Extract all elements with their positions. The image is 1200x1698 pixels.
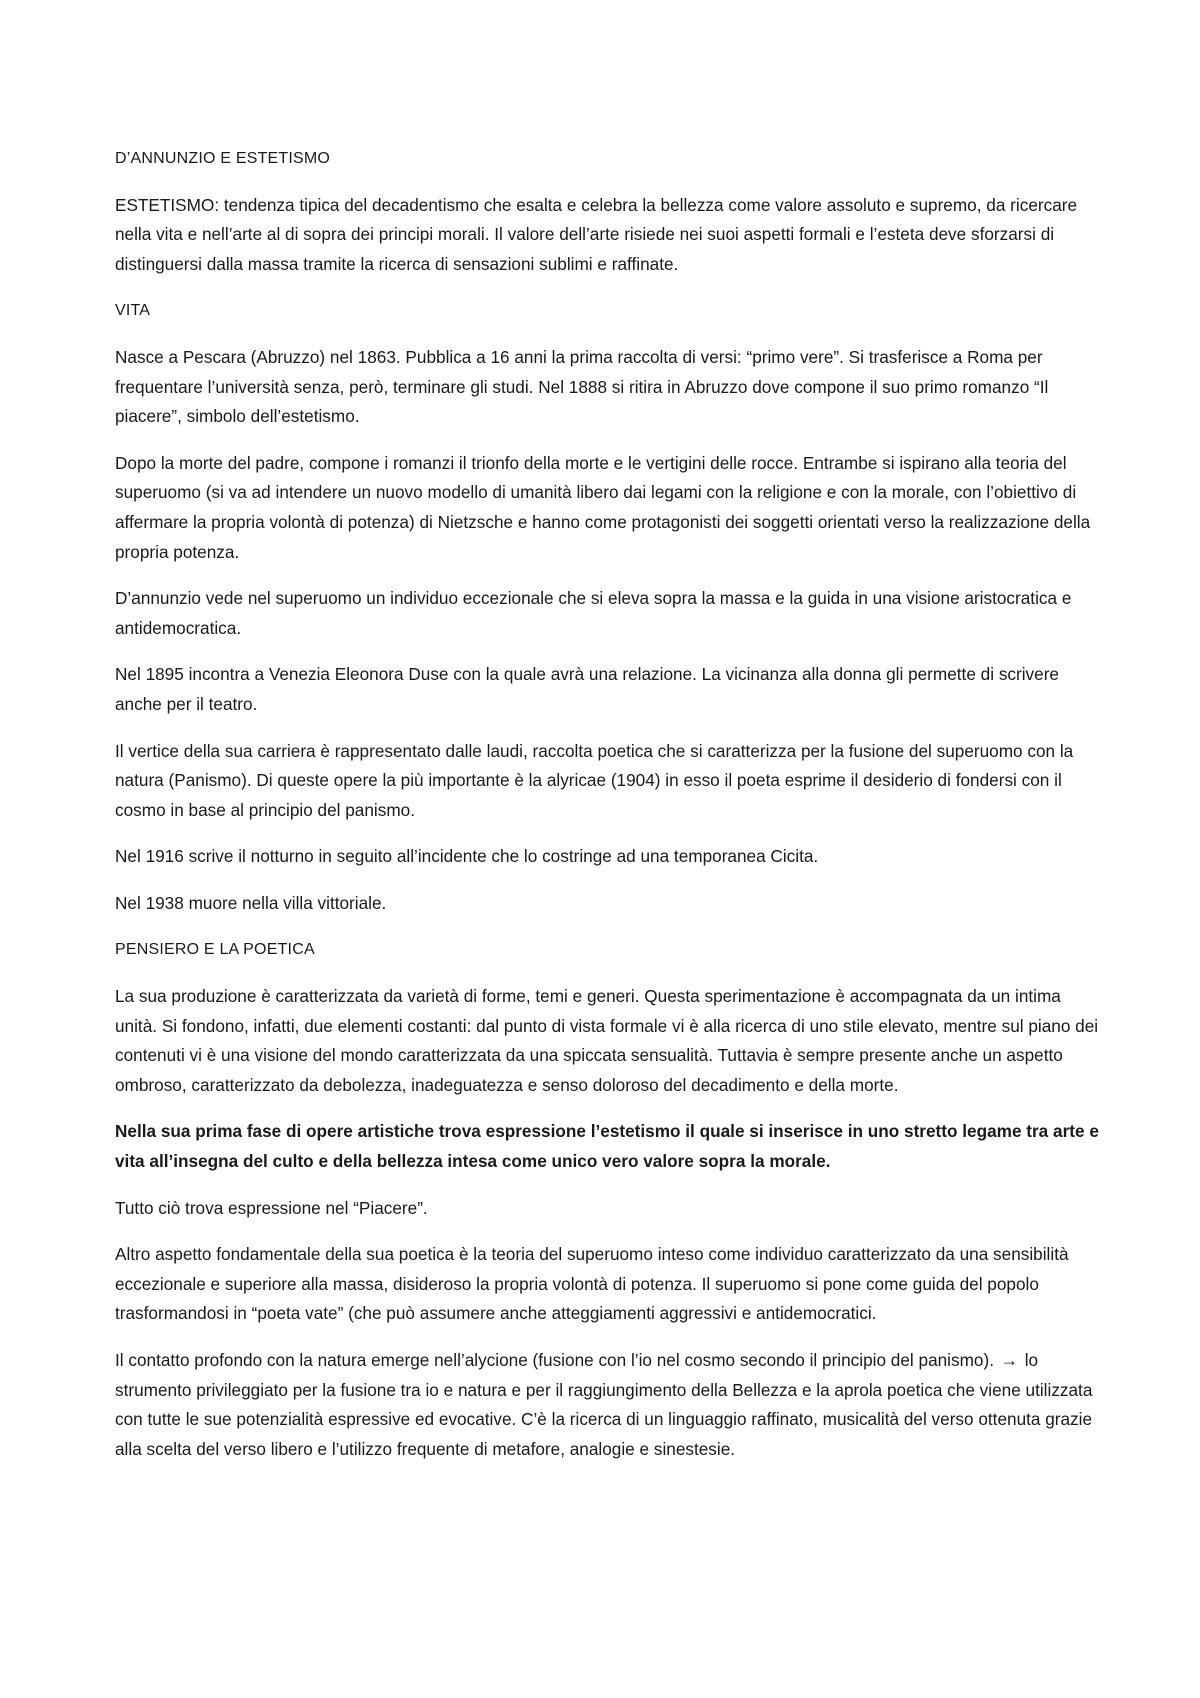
section-heading-pensiero: PENSIERO E LA POETICA bbox=[115, 941, 315, 959]
vita-paragraph-6: Nel 1916 scrive il notturno in seguito all’incidente che lo costringe ad una temporanea Cicita. bbox=[115, 846, 819, 867]
vita-paragraph-2: Dopo la morte del padre, compone i romanzi il trionfo della morte e le vertigini delle rocce. Entrambe si ispirano alla teoria del superuomo (si va ad intendere un nuovo modello di umanità libero dai legami con la religione e con la morale, con l’obiettivo di affermare la propria volontà di potenza) di Nietzsche e hanno come protagonisti dei soggetti orientati verso la realizzazione della propria potenza. bbox=[115, 452, 1091, 562]
vita-paragraph-7: Nel 1938 muore nella villa vittoriale. bbox=[115, 892, 387, 913]
right-arrow-icon: → bbox=[1000, 1350, 1018, 1370]
pensiero-paragraph-1: La sua produzione è caratterizzata da varietà di forme, temi e generi. Questa sperimentazione è accompagnata da un intima unità. Si fondono, infatti, due elementi costanti: dal punto di vista formale vi è alla ricerca di uno stile elevato, mentre sul piano dei contenuti vi è una visione del mondo caratterizzata da una spiccata sensualità. Tuttavia è sempre presente anche un aspetto ombroso, caratterizzato da debolezza, inadeguatezza e senso doloroso del decadimento e della morte. bbox=[115, 986, 1099, 1095]
vita-paragraph-4: Nel 1895 incontra a Venezia Eleonora Duse con la quale avrà una relazione. La vicinanza alla donna gli permette di scrivere anche per il teatro. bbox=[115, 664, 1059, 714]
vita-paragraph-5: Il vertice della sua carriera è rappresentato dalle laudi, raccolta poetica che si caratterizza per la fusione del superuomo con la natura (Panismo). Di queste opere la più importante è la alyricae (1904) in esso il poeta esprime il desiderio di fondersi con il cosmo in base al principio del panismo. bbox=[115, 740, 1074, 820]
estetismo-definition: ESTETISMO: tendenza tipica del decadentismo che esalta e celebra la bellezza come valore assoluto e supremo, da ricercare nella vita e nell’arte al di sopra dei principi morali. Il valore dell’arte risiede nei suoi aspetti formali e l’esteta deve sforzarsi di distinguersi dalla massa tramite la ricerca di sensazioni sublimi e raffinate. bbox=[115, 194, 1078, 274]
pensiero-paragraph-4: Altro aspetto fondamentale della sua poetica è la teoria del superuomo inteso come individuo caratterizzato da una sensibilità eccezionale e superiore alla massa, disideroso la propria volontà di potenza. Il superuomo si pone come guida del popolo trasformandosi in “poeta vate” (che può assumere anche atteggiamenti aggressivi e antidemocratici. bbox=[115, 1244, 1069, 1324]
vita-paragraph-1: Nasce a Pescara (Abruzzo) nel 1863. Pubblica a 16 anni la prima raccolta di versi: “primo vere”. Si trasferisce a Roma per frequentare l’università senza, però, terminare gli studi. Nel 1888 si ritira in Abruzzo dove compone il suo primo romanzo “Il piacere”, simbolo dell’estetismo. bbox=[115, 346, 1049, 427]
document-page bbox=[115, 144, 1100, 1481]
pensiero-paragraph-5-start: Il contatto profondo con la natura emerge nell’alycione (fusione con l’io nel cosmo secondo il principio del panismo). bbox=[115, 1350, 994, 1370]
document-title: D’ANNUNZIO E ESTETISMO bbox=[115, 150, 331, 167]
pensiero-paragraph-2-bold: Nella sua prima fase di opere artistiche trova espressione l’estetismo il quale si inserisce in uno stretto legame tra arte e vita all’insegna del culto e della bellezza intesa come unico vero valore sopra la morale. bbox=[115, 1121, 1099, 1172]
vita-paragraph-3: D’annunzio vede nel superuomo un individuo eccezionale che si eleva sopra la massa e la guida in una visione aristocratica e antidemocratica. bbox=[115, 588, 1072, 638]
pensiero-paragraph-5-end: lo strumento privileggiato per la fusione tra io e natura e per il raggiungimento della Bellezza e la aprola poetica che viene utilizzata con tutte le sue potenzialità espressive ed evocative. C’è la ricerca di un linguaggio raffinato, musicalità del verso ottenuta grazie alla scelta del verso libero e l’utilizzo frequente di metafore, analogie e sinestesie. bbox=[115, 1350, 1093, 1459]
pensiero-paragraph-3: Tutto ciò trova espressione nel “Piacere”. bbox=[115, 1197, 428, 1218]
pensiero-paragraph-5 bbox=[115, 1346, 1100, 1464]
section-heading-vita: VITA bbox=[115, 302, 151, 320]
